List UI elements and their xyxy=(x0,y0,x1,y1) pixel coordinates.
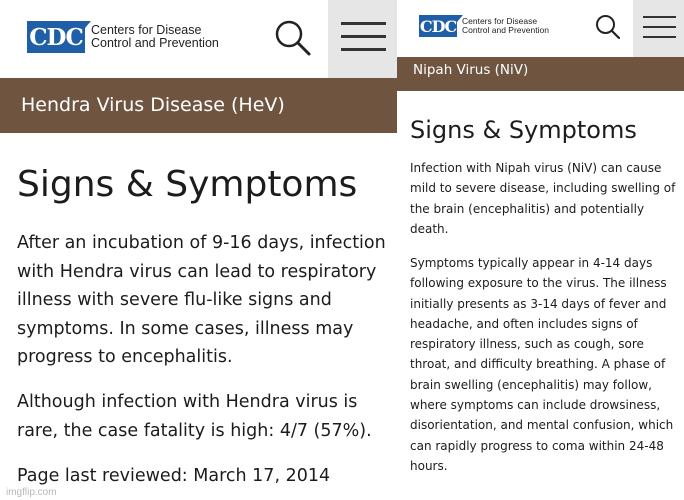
page-title: Signs & Symptoms xyxy=(410,116,637,144)
hamburger-menu-icon[interactable] xyxy=(328,0,397,78)
page-banner xyxy=(397,57,684,91)
intro-paragraph: After an incubation of 9-16 days, infection with Hendra virus can lead to respiratory illness with severe flu-like signs and symptoms. In some cases, illness may progress to encephalitis. xyxy=(17,233,386,367)
cdc-logo-line1: Centers for Disease xyxy=(91,22,202,37)
cdc-logo-mark: CDC xyxy=(419,16,457,36)
cdc-logo-line1: Centers for Disease xyxy=(462,16,538,27)
fatality-paragraph: Although infection with Hendra virus is rare, the case fatality is high: 4/7 (57%). xyxy=(17,392,372,441)
menu-bar xyxy=(643,36,676,38)
cdc-logo[interactable] xyxy=(27,21,219,53)
hamburger-menu-icon[interactable] xyxy=(633,0,684,57)
site-header xyxy=(397,0,684,57)
search-icon[interactable] xyxy=(595,14,621,40)
cdc-logo-text xyxy=(91,24,219,50)
page-title: Signs & Symptoms xyxy=(17,164,358,205)
cdc-logo[interactable] xyxy=(419,15,549,37)
symptoms-paragraph: Symptoms typically appear in 4-14 days following exposure to the virus. The illness initially presents as 3-14 days of fever and headache, and often includes signs of respiratory illness, such as cough, sore throat, and difficulty breathing. A phase of brain swelling (encephalitis) may follow, where symptoms can include drowsiness, disorientation, and mental confusion, which can rapidly progress to coma within 24-48 hours. xyxy=(410,256,674,473)
page-banner xyxy=(0,78,397,133)
imgflip-watermark: imgflip.com xyxy=(6,487,57,498)
menu-bar xyxy=(643,26,676,28)
menu-bar xyxy=(341,22,386,25)
site-header xyxy=(0,0,397,78)
menu-bar xyxy=(341,48,386,51)
banner-title: Nipah Virus (NiV) xyxy=(413,62,529,78)
cdc-logo-mark: CDC xyxy=(27,21,85,53)
menu-bar xyxy=(341,35,386,38)
banner-title: Hendra Virus Disease (HeV) xyxy=(21,94,285,116)
last-reviewed-text: Page last reviewed: March 17, 2014 xyxy=(17,466,331,486)
intro-paragraph: Infection with Nipah virus (NiV) can cause mild to severe disease, including swelling of the brain (encephalitis) and potentially death. xyxy=(410,161,676,236)
right-screenshot-panel xyxy=(397,0,684,500)
cdc-logo-text xyxy=(462,17,549,35)
search-icon[interactable] xyxy=(274,19,312,57)
menu-bar xyxy=(643,16,676,18)
cdc-logo-line2: Control and Prevention xyxy=(91,36,219,50)
cdc-logo-line2: Control and Prevention xyxy=(462,25,549,35)
